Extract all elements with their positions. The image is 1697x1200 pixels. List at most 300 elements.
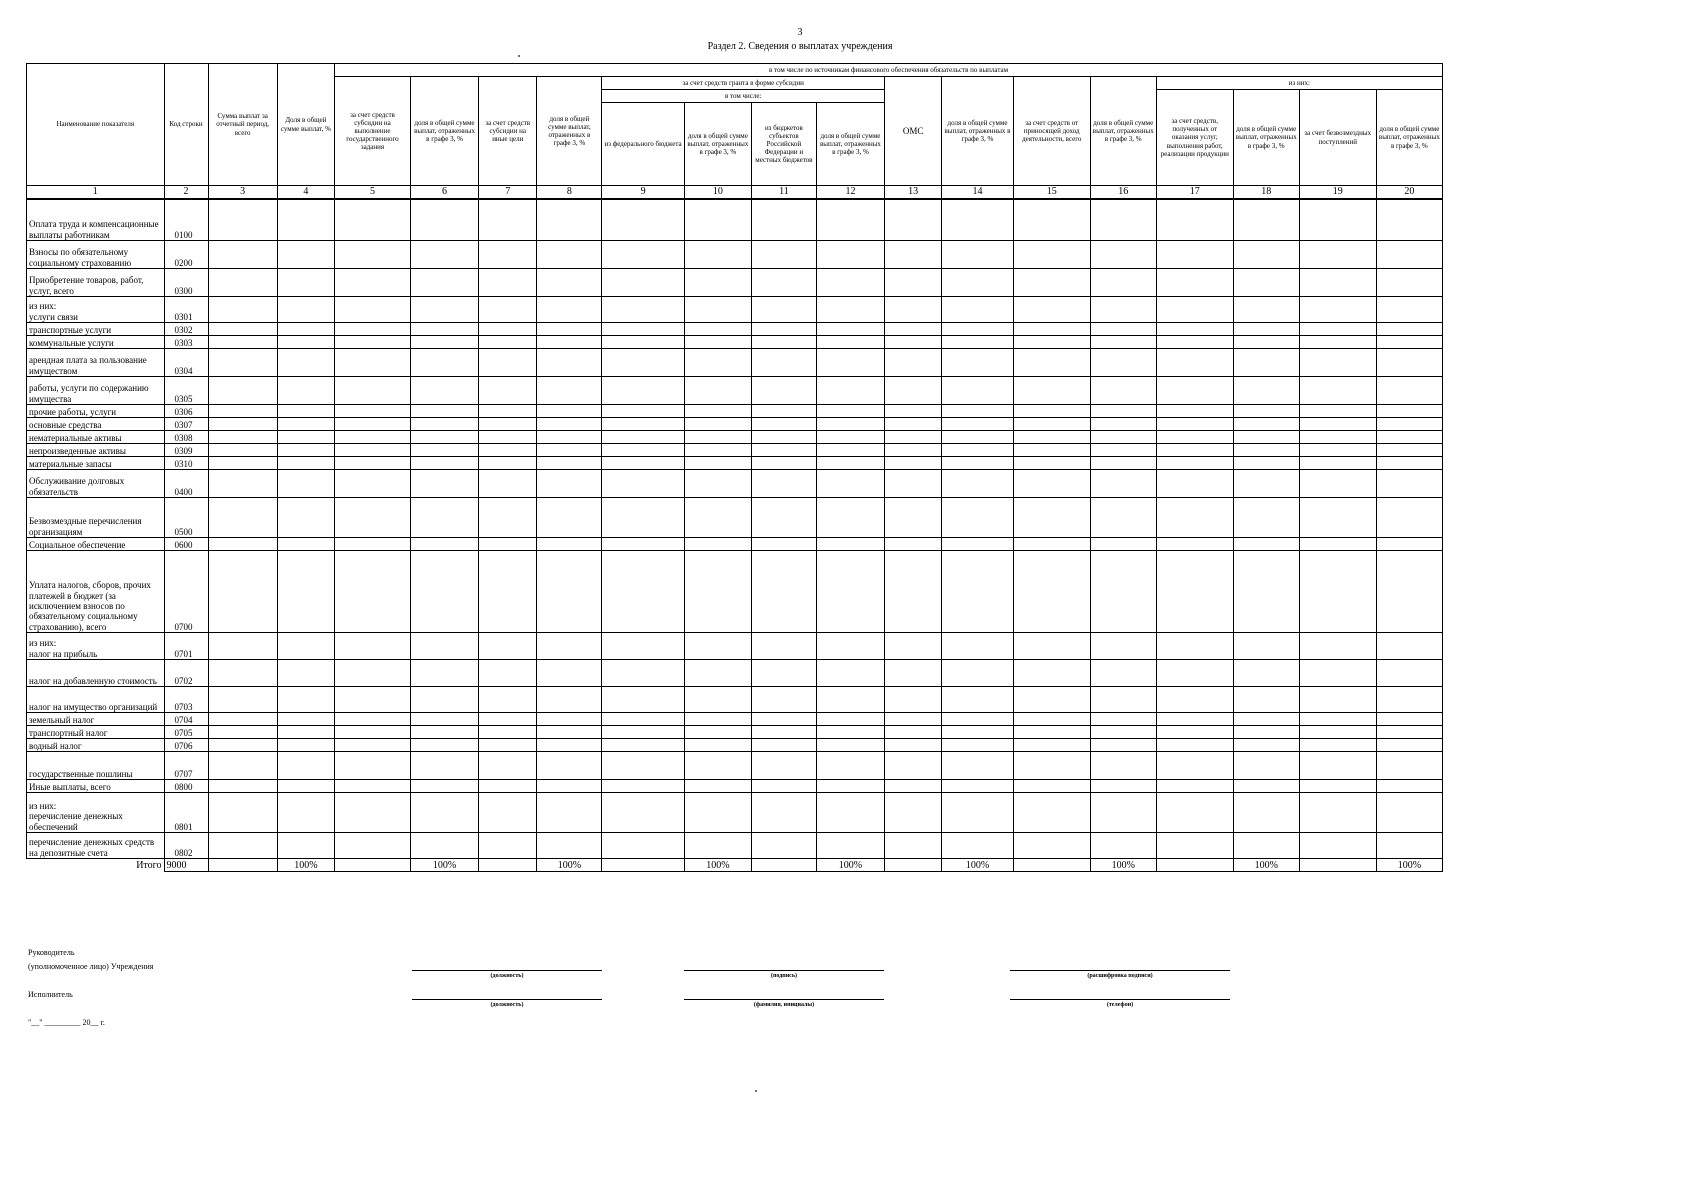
value-cell[interactable] <box>277 739 334 752</box>
value-cell[interactable] <box>684 297 751 323</box>
value-cell[interactable] <box>1013 241 1090 269</box>
value-cell[interactable] <box>942 739 1014 752</box>
value-cell[interactable] <box>208 633 277 660</box>
value-cell[interactable] <box>602 752 685 780</box>
value-cell[interactable] <box>479 498 537 538</box>
value-cell[interactable] <box>479 726 537 739</box>
value-cell[interactable] <box>1299 323 1376 336</box>
value-cell[interactable] <box>277 199 334 241</box>
value-cell[interactable] <box>1299 633 1376 660</box>
value-cell[interactable] <box>1156 660 1233 687</box>
value-cell[interactable] <box>1233 660 1299 687</box>
value-cell[interactable] <box>1156 470 1233 498</box>
value-cell[interactable] <box>942 336 1014 349</box>
value-cell[interactable] <box>537 687 602 713</box>
value-cell[interactable] <box>1090 336 1156 349</box>
value-cell[interactable] <box>479 199 537 241</box>
value-cell[interactable] <box>1299 739 1376 752</box>
value-cell[interactable] <box>410 241 478 269</box>
value-cell[interactable] <box>1233 269 1299 297</box>
value-cell[interactable] <box>1233 551 1299 633</box>
value-cell[interactable] <box>410 323 478 336</box>
value-cell[interactable] <box>1299 349 1376 377</box>
value-cell[interactable] <box>1090 199 1156 241</box>
value-cell[interactable] <box>1156 349 1233 377</box>
value-cell[interactable] <box>1233 199 1299 241</box>
value-cell[interactable] <box>816 713 884 726</box>
value-cell[interactable] <box>208 713 277 726</box>
value-cell[interactable] <box>751 377 816 405</box>
value-cell[interactable] <box>1013 457 1090 470</box>
value-cell[interactable] <box>1156 377 1233 405</box>
value-cell[interactable] <box>942 538 1014 551</box>
value-cell[interactable] <box>885 349 942 377</box>
value-cell[interactable] <box>885 660 942 687</box>
value-cell[interactable] <box>410 405 478 418</box>
value-cell[interactable] <box>1156 793 1233 833</box>
value-cell[interactable] <box>1233 323 1299 336</box>
value-cell[interactable] <box>537 377 602 405</box>
value-cell[interactable] <box>885 457 942 470</box>
value-cell[interactable] <box>410 551 478 633</box>
value-cell[interactable] <box>1090 660 1156 687</box>
value-cell[interactable] <box>335 241 411 269</box>
value-cell[interactable] <box>816 418 884 431</box>
value-cell[interactable] <box>885 323 942 336</box>
value-cell[interactable] <box>277 323 334 336</box>
value-cell[interactable] <box>1376 726 1442 739</box>
value-cell[interactable] <box>479 349 537 377</box>
value-cell[interactable] <box>537 241 602 269</box>
value-cell[interactable] <box>1233 833 1299 859</box>
value-cell[interactable] <box>208 752 277 780</box>
value-cell[interactable] <box>410 793 478 833</box>
value-cell[interactable] <box>1233 418 1299 431</box>
value-cell[interactable] <box>208 793 277 833</box>
value-cell[interactable] <box>208 687 277 713</box>
value-cell[interactable] <box>751 405 816 418</box>
value-cell[interactable] <box>479 833 537 859</box>
value-cell[interactable] <box>208 323 277 336</box>
value-cell[interactable] <box>277 538 334 551</box>
value-cell[interactable] <box>277 444 334 457</box>
value-cell[interactable] <box>751 498 816 538</box>
total-value-cell[interactable] <box>335 859 411 872</box>
value-cell[interactable] <box>1156 833 1233 859</box>
value-cell[interactable] <box>1013 713 1090 726</box>
value-cell[interactable] <box>277 780 334 793</box>
value-cell[interactable] <box>1376 793 1442 833</box>
value-cell[interactable] <box>816 470 884 498</box>
value-cell[interactable] <box>885 687 942 713</box>
value-cell[interactable] <box>1376 713 1442 726</box>
value-cell[interactable] <box>885 833 942 859</box>
value-cell[interactable] <box>277 551 334 633</box>
value-cell[interactable] <box>602 377 685 405</box>
value-cell[interactable] <box>277 349 334 377</box>
value-cell[interactable] <box>684 418 751 431</box>
value-cell[interactable] <box>816 336 884 349</box>
value-cell[interactable] <box>684 551 751 633</box>
value-cell[interactable] <box>1233 498 1299 538</box>
value-cell[interactable] <box>1156 418 1233 431</box>
value-cell[interactable] <box>1013 726 1090 739</box>
value-cell[interactable] <box>479 538 537 551</box>
value-cell[interactable] <box>1156 538 1233 551</box>
value-cell[interactable] <box>277 660 334 687</box>
value-cell[interactable] <box>1299 793 1376 833</box>
value-cell[interactable] <box>208 660 277 687</box>
value-cell[interactable] <box>537 726 602 739</box>
value-cell[interactable] <box>335 431 411 444</box>
value-cell[interactable] <box>410 713 478 726</box>
value-cell[interactable] <box>277 405 334 418</box>
value-cell[interactable] <box>1013 633 1090 660</box>
value-cell[interactable] <box>1013 739 1090 752</box>
value-cell[interactable] <box>942 349 1014 377</box>
value-cell[interactable] <box>479 713 537 726</box>
value-cell[interactable] <box>479 793 537 833</box>
value-cell[interactable] <box>1299 431 1376 444</box>
value-cell[interactable] <box>816 498 884 538</box>
value-cell[interactable] <box>335 336 411 349</box>
value-cell[interactable] <box>208 498 277 538</box>
value-cell[interactable] <box>942 241 1014 269</box>
value-cell[interactable] <box>1013 793 1090 833</box>
value-cell[interactable] <box>410 269 478 297</box>
value-cell[interactable] <box>1376 470 1442 498</box>
value-cell[interactable] <box>751 739 816 752</box>
value-cell[interactable] <box>1090 752 1156 780</box>
value-cell[interactable] <box>885 752 942 780</box>
value-cell[interactable] <box>410 349 478 377</box>
value-cell[interactable] <box>410 780 478 793</box>
value-cell[interactable] <box>1090 538 1156 551</box>
value-cell[interactable] <box>1156 752 1233 780</box>
value-cell[interactable] <box>942 377 1014 405</box>
value-cell[interactable] <box>335 687 411 713</box>
value-cell[interactable] <box>537 660 602 687</box>
value-cell[interactable] <box>1233 780 1299 793</box>
value-cell[interactable] <box>684 660 751 687</box>
value-cell[interactable] <box>942 418 1014 431</box>
value-cell[interactable] <box>885 336 942 349</box>
value-cell[interactable] <box>537 457 602 470</box>
value-cell[interactable] <box>537 498 602 538</box>
value-cell[interactable] <box>1376 551 1442 633</box>
value-cell[interactable] <box>684 241 751 269</box>
value-cell[interactable] <box>537 405 602 418</box>
value-cell[interactable] <box>537 444 602 457</box>
value-cell[interactable] <box>1090 457 1156 470</box>
value-cell[interactable] <box>1299 687 1376 713</box>
value-cell[interactable] <box>335 633 411 660</box>
value-cell[interactable] <box>885 241 942 269</box>
value-cell[interactable] <box>479 405 537 418</box>
value-cell[interactable] <box>479 457 537 470</box>
value-cell[interactable] <box>335 349 411 377</box>
value-cell[interactable] <box>479 377 537 405</box>
value-cell[interactable] <box>1299 833 1376 859</box>
value-cell[interactable] <box>335 405 411 418</box>
value-cell[interactable] <box>208 377 277 405</box>
value-cell[interactable] <box>751 633 816 660</box>
value-cell[interactable] <box>1090 349 1156 377</box>
value-cell[interactable] <box>684 323 751 336</box>
value-cell[interactable] <box>410 833 478 859</box>
value-cell[interactable] <box>816 405 884 418</box>
value-cell[interactable] <box>885 780 942 793</box>
value-cell[interactable] <box>479 660 537 687</box>
value-cell[interactable] <box>1156 431 1233 444</box>
value-cell[interactable] <box>1013 405 1090 418</box>
value-cell[interactable] <box>684 349 751 377</box>
value-cell[interactable] <box>1156 713 1233 726</box>
value-cell[interactable] <box>885 431 942 444</box>
value-cell[interactable] <box>1156 336 1233 349</box>
value-cell[interactable] <box>602 498 685 538</box>
value-cell[interactable] <box>1013 349 1090 377</box>
value-cell[interactable] <box>410 444 478 457</box>
value-cell[interactable] <box>1376 199 1442 241</box>
value-cell[interactable] <box>684 457 751 470</box>
value-cell[interactable] <box>751 269 816 297</box>
value-cell[interactable] <box>1376 739 1442 752</box>
value-cell[interactable] <box>277 297 334 323</box>
value-cell[interactable] <box>602 349 685 377</box>
value-cell[interactable] <box>335 660 411 687</box>
value-cell[interactable] <box>602 739 685 752</box>
value-cell[interactable] <box>1090 297 1156 323</box>
value-cell[interactable] <box>479 633 537 660</box>
value-cell[interactable] <box>1013 269 1090 297</box>
value-cell[interactable] <box>410 431 478 444</box>
value-cell[interactable] <box>885 405 942 418</box>
value-cell[interactable] <box>1376 457 1442 470</box>
value-cell[interactable] <box>1233 336 1299 349</box>
value-cell[interactable] <box>1376 241 1442 269</box>
value-cell[interactable] <box>602 713 685 726</box>
value-cell[interactable] <box>1233 752 1299 780</box>
value-cell[interactable] <box>684 470 751 498</box>
value-cell[interactable] <box>816 833 884 859</box>
value-cell[interactable] <box>751 713 816 726</box>
value-cell[interactable] <box>1090 405 1156 418</box>
value-cell[interactable] <box>885 377 942 405</box>
value-cell[interactable] <box>885 444 942 457</box>
value-cell[interactable] <box>816 444 884 457</box>
value-cell[interactable] <box>751 431 816 444</box>
value-cell[interactable] <box>208 431 277 444</box>
value-cell[interactable] <box>816 323 884 336</box>
value-cell[interactable] <box>942 431 1014 444</box>
value-cell[interactable] <box>1233 687 1299 713</box>
value-cell[interactable] <box>537 470 602 498</box>
value-cell[interactable] <box>479 687 537 713</box>
value-cell[interactable] <box>684 633 751 660</box>
value-cell[interactable] <box>885 793 942 833</box>
value-cell[interactable] <box>335 833 411 859</box>
value-cell[interactable] <box>208 241 277 269</box>
total-value-cell[interactable] <box>885 859 942 872</box>
value-cell[interactable] <box>208 405 277 418</box>
value-cell[interactable] <box>277 431 334 444</box>
value-cell[interactable] <box>942 405 1014 418</box>
value-cell[interactable] <box>335 713 411 726</box>
value-cell[interactable] <box>1156 726 1233 739</box>
value-cell[interactable] <box>684 199 751 241</box>
value-cell[interactable] <box>410 498 478 538</box>
value-cell[interactable] <box>684 269 751 297</box>
value-cell[interactable] <box>208 336 277 349</box>
value-cell[interactable] <box>537 199 602 241</box>
value-cell[interactable] <box>942 687 1014 713</box>
value-cell[interactable] <box>602 297 685 323</box>
value-cell[interactable] <box>1156 457 1233 470</box>
value-cell[interactable] <box>885 470 942 498</box>
value-cell[interactable] <box>277 713 334 726</box>
value-cell[interactable] <box>1299 241 1376 269</box>
value-cell[interactable] <box>816 199 884 241</box>
value-cell[interactable] <box>602 336 685 349</box>
value-cell[interactable] <box>335 444 411 457</box>
value-cell[interactable] <box>942 726 1014 739</box>
value-cell[interactable] <box>1299 713 1376 726</box>
value-cell[interactable] <box>479 470 537 498</box>
value-cell[interactable] <box>816 457 884 470</box>
value-cell[interactable] <box>1013 444 1090 457</box>
value-cell[interactable] <box>1233 739 1299 752</box>
value-cell[interactable] <box>942 752 1014 780</box>
value-cell[interactable] <box>1299 780 1376 793</box>
value-cell[interactable] <box>1233 726 1299 739</box>
value-cell[interactable] <box>602 470 685 498</box>
value-cell[interactable] <box>751 241 816 269</box>
value-cell[interactable] <box>942 297 1014 323</box>
value-cell[interactable] <box>1376 323 1442 336</box>
value-cell[interactable] <box>537 538 602 551</box>
value-cell[interactable] <box>335 199 411 241</box>
value-cell[interactable] <box>885 269 942 297</box>
value-cell[interactable] <box>602 418 685 431</box>
value-cell[interactable] <box>277 752 334 780</box>
value-cell[interactable] <box>410 633 478 660</box>
value-cell[interactable] <box>1090 377 1156 405</box>
value-cell[interactable] <box>335 269 411 297</box>
value-cell[interactable] <box>942 323 1014 336</box>
value-cell[interactable] <box>816 687 884 713</box>
value-cell[interactable] <box>537 551 602 633</box>
value-cell[interactable] <box>277 726 334 739</box>
value-cell[interactable] <box>1233 444 1299 457</box>
value-cell[interactable] <box>335 551 411 633</box>
value-cell[interactable] <box>335 457 411 470</box>
value-cell[interactable] <box>410 687 478 713</box>
value-cell[interactable] <box>208 833 277 859</box>
value-cell[interactable] <box>1090 418 1156 431</box>
value-cell[interactable] <box>942 660 1014 687</box>
value-cell[interactable] <box>684 336 751 349</box>
value-cell[interactable] <box>1013 418 1090 431</box>
value-cell[interactable] <box>602 793 685 833</box>
value-cell[interactable] <box>1090 687 1156 713</box>
value-cell[interactable] <box>816 633 884 660</box>
value-cell[interactable] <box>751 752 816 780</box>
value-cell[interactable] <box>1090 470 1156 498</box>
value-cell[interactable] <box>1233 377 1299 405</box>
value-cell[interactable] <box>410 418 478 431</box>
value-cell[interactable] <box>816 377 884 405</box>
value-cell[interactable] <box>885 739 942 752</box>
value-cell[interactable] <box>885 538 942 551</box>
value-cell[interactable] <box>277 833 334 859</box>
value-cell[interactable] <box>335 793 411 833</box>
value-cell[interactable] <box>1156 269 1233 297</box>
value-cell[interactable] <box>1090 833 1156 859</box>
value-cell[interactable] <box>602 726 685 739</box>
value-cell[interactable] <box>602 660 685 687</box>
value-cell[interactable] <box>942 833 1014 859</box>
value-cell[interactable] <box>410 470 478 498</box>
value-cell[interactable] <box>208 349 277 377</box>
value-cell[interactable] <box>816 780 884 793</box>
value-cell[interactable] <box>816 793 884 833</box>
value-cell[interactable] <box>277 793 334 833</box>
value-cell[interactable] <box>942 793 1014 833</box>
value-cell[interactable] <box>1299 457 1376 470</box>
value-cell[interactable] <box>277 457 334 470</box>
value-cell[interactable] <box>885 498 942 538</box>
value-cell[interactable] <box>410 752 478 780</box>
value-cell[interactable] <box>684 538 751 551</box>
value-cell[interactable] <box>335 418 411 431</box>
value-cell[interactable] <box>410 199 478 241</box>
value-cell[interactable] <box>1090 241 1156 269</box>
value-cell[interactable] <box>684 687 751 713</box>
value-cell[interactable] <box>208 199 277 241</box>
value-cell[interactable] <box>537 739 602 752</box>
value-cell[interactable] <box>410 377 478 405</box>
value-cell[interactable] <box>1156 498 1233 538</box>
value-cell[interactable] <box>942 633 1014 660</box>
value-cell[interactable] <box>751 833 816 859</box>
value-cell[interactable] <box>602 833 685 859</box>
value-cell[interactable] <box>1090 726 1156 739</box>
value-cell[interactable] <box>751 793 816 833</box>
value-cell[interactable] <box>410 297 478 323</box>
value-cell[interactable] <box>1299 498 1376 538</box>
value-cell[interactable] <box>208 457 277 470</box>
value-cell[interactable] <box>602 457 685 470</box>
value-cell[interactable] <box>479 431 537 444</box>
value-cell[interactable] <box>208 739 277 752</box>
value-cell[interactable] <box>684 780 751 793</box>
value-cell[interactable] <box>479 752 537 780</box>
value-cell[interactable] <box>885 713 942 726</box>
value-cell[interactable] <box>684 833 751 859</box>
value-cell[interactable] <box>602 551 685 633</box>
value-cell[interactable] <box>942 713 1014 726</box>
value-cell[interactable] <box>1013 323 1090 336</box>
value-cell[interactable] <box>1013 752 1090 780</box>
value-cell[interactable] <box>1299 199 1376 241</box>
value-cell[interactable] <box>602 241 685 269</box>
value-cell[interactable] <box>479 444 537 457</box>
value-cell[interactable] <box>1090 739 1156 752</box>
value-cell[interactable] <box>1156 687 1233 713</box>
value-cell[interactable] <box>751 199 816 241</box>
value-cell[interactable] <box>1233 457 1299 470</box>
